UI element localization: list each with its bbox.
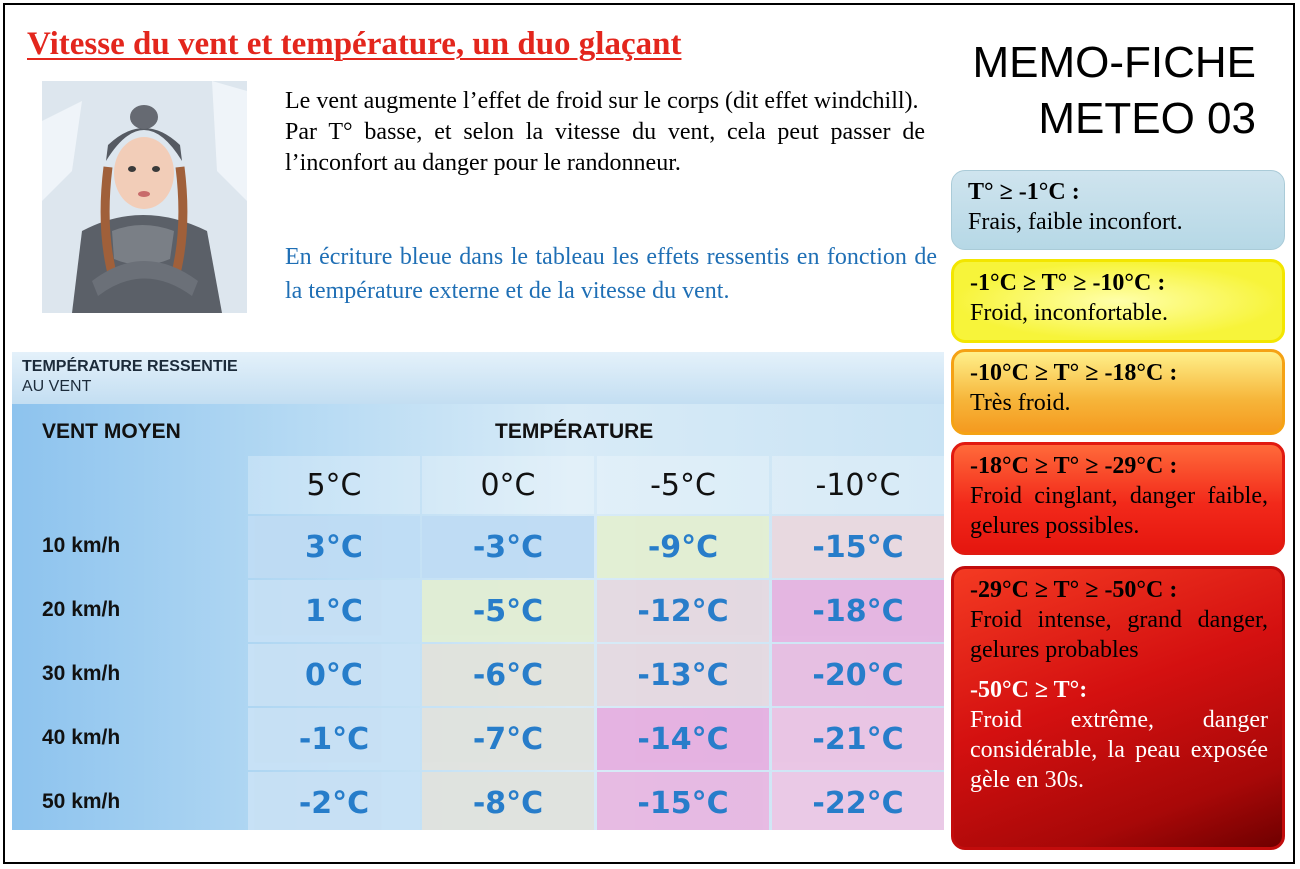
wind-speed-label: 40 km/h	[42, 726, 121, 749]
felt-temperature-cell: -22°C	[772, 772, 944, 830]
level-2-text: Froid, inconfortable.	[970, 300, 1168, 326]
level-1-range: T° ≥ -1°C :	[968, 179, 1080, 205]
column-label: -5°C	[597, 456, 769, 514]
felt-temperature-cell: -7°C	[422, 708, 594, 770]
felt-temperature-cell: -15°C	[597, 772, 769, 830]
level-5-text: Froid intense, grand danger, gelures probables	[970, 607, 1268, 663]
felt-temperature-cell: -9°C	[597, 516, 769, 578]
row-header: VENT MOYEN	[42, 420, 181, 443]
felt-temperature-cell: 0°C	[248, 644, 420, 706]
column-header: TEMPÉRATURE	[495, 420, 654, 443]
level-1-text: Frais, faible inconfort.	[968, 209, 1183, 235]
table-title: TEMPÉRATURE RESSENTIE	[22, 358, 238, 375]
wind-speed-label: 20 km/h	[42, 598, 121, 621]
intro-text	[285, 86, 925, 179]
level-box-2	[951, 259, 1285, 343]
wind-speed-label: 30 km/h	[42, 662, 121, 685]
level-6-range: -50°C ≥ T°:	[970, 677, 1088, 703]
wind-speed-label: 50 km/h	[42, 790, 121, 813]
felt-temperature-cell: -12°C	[597, 580, 769, 642]
column-label: 0°C	[422, 456, 594, 514]
memo-line-1: MEMO-FICHE	[972, 38, 1256, 87]
cold-woman-photo	[42, 81, 247, 313]
felt-temperature-cell: -15°C	[772, 516, 944, 578]
felt-temperature-cell: -5°C	[422, 580, 594, 642]
table-subtitle: AU VENT	[22, 378, 92, 395]
felt-temperature-cell: -13°C	[597, 644, 769, 706]
level-box-5	[951, 566, 1285, 850]
felt-temperature-cell: -6°C	[422, 644, 594, 706]
column-label: 5°C	[248, 456, 420, 514]
felt-temperature-cell: -2°C	[248, 772, 420, 830]
level-4-text: Froid cinglant, danger faible, gelures possibles.	[970, 483, 1268, 539]
level-4-range: -18°C ≥ T° ≥ -29°C :	[970, 453, 1178, 479]
felt-temperature-cell: 3°C	[248, 516, 420, 578]
felt-temperature-cell: -18°C	[772, 580, 944, 642]
level-6-text: Froid extrême, danger considérable, la peau exposée gèle en 30s.	[970, 707, 1268, 793]
felt-temperature-cell: 1°C	[248, 580, 420, 642]
felt-temperature-cell: -1°C	[248, 708, 420, 770]
level-2-range: -1°C ≥ T° ≥ -10°C :	[970, 270, 1166, 296]
wind-speed-label: 10 km/h	[42, 534, 121, 557]
intro-paragraph-2: Par T° basse, et selon la vitesse du vent, cela peut passer de l’inconfort au danger pour le randonneur.	[285, 119, 925, 176]
felt-temperature-cell: -8°C	[422, 772, 594, 830]
blue-note: En écriture bleue dans le tableau les effets ressentis en fonction de la température externe et de la vitesse du vent.	[285, 244, 937, 304]
felt-temperature-cell: -14°C	[597, 708, 769, 770]
felt-temperature-cell: -20°C	[772, 644, 944, 706]
memo-line-2: METEO 03	[1038, 94, 1256, 143]
intro-paragraph-1: Le vent augmente l’effet de froid sur le corps (dit effet windchill).	[285, 88, 919, 114]
level-3-range: -10°C ≥ T° ≥ -18°C :	[970, 360, 1178, 386]
memo-label	[952, 35, 1256, 147]
felt-temperature-cell: -21°C	[772, 708, 944, 770]
level-box-3	[951, 349, 1285, 435]
level-5-range: -29°C ≥ T° ≥ -50°C :	[970, 577, 1178, 603]
felt-temperature-cell: -3°C	[422, 516, 594, 578]
level-3-text: Très froid.	[970, 390, 1071, 416]
level-box-4	[951, 442, 1285, 555]
page-title: Vitesse du vent et température, un duo glaçant	[27, 26, 682, 62]
level-box-1	[951, 170, 1285, 250]
column-label: -10°C	[772, 456, 944, 514]
windchill-table	[12, 352, 944, 830]
